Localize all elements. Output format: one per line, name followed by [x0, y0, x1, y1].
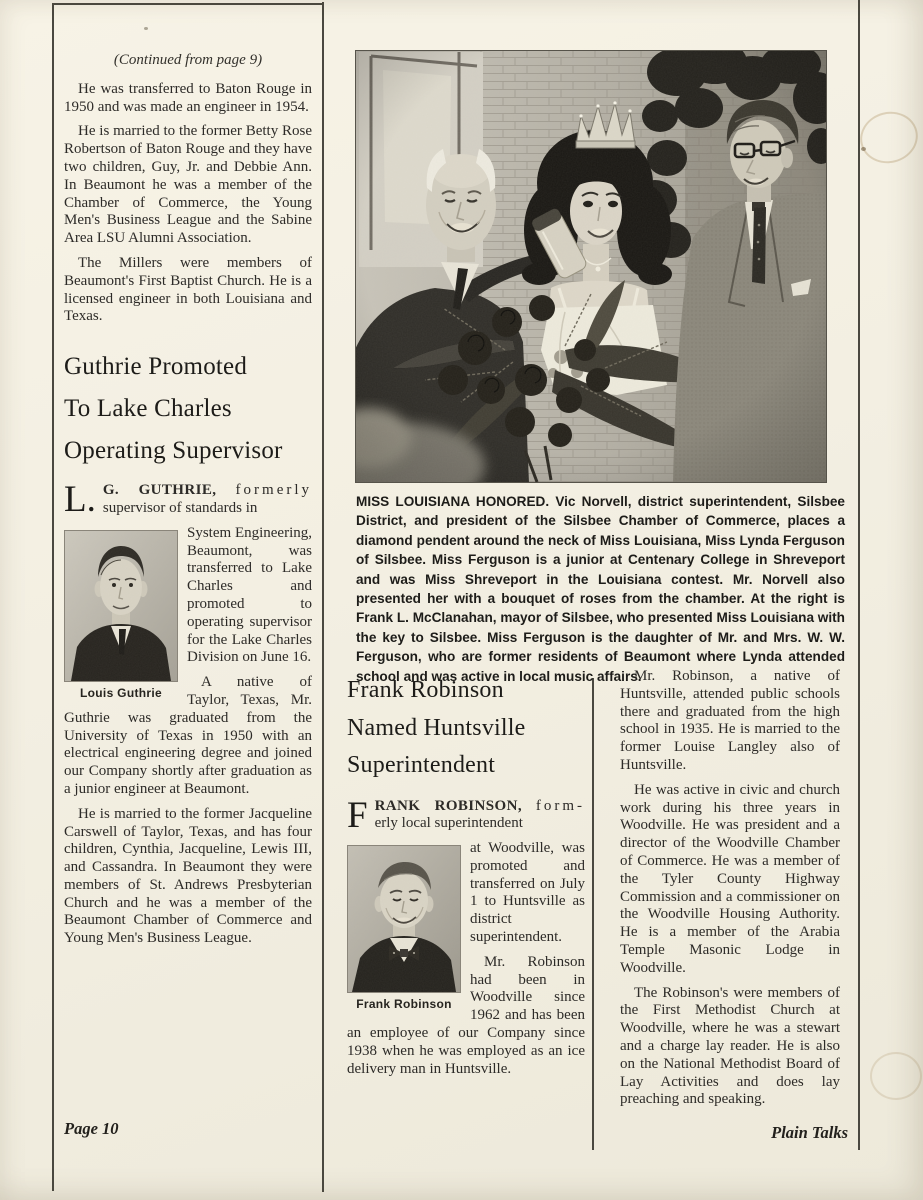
- headline-line: To Lake Charles: [64, 395, 232, 423]
- left-page-rule: [52, 3, 54, 1191]
- lead-name: RANK ROBINSON,: [374, 797, 522, 814]
- frank-robinson-photo-image: [347, 845, 461, 993]
- body-paragraph: The Millers were members of Beaumont's First Baptist Church. He is a licensed engineer in both Louisiana and Texas.: [64, 254, 312, 325]
- louis-guthrie-photo-image: [64, 530, 178, 682]
- body-paragraph: He was transferred to Baton Rouge in 1950 and was made an engineer in 1954.: [64, 80, 312, 115]
- body-paragraph: at Woodville, was promoted and transferred on July 1 to Huntsville as district superintendent.: [470, 840, 585, 946]
- publication-name: Plain Talks: [771, 1123, 848, 1142]
- guthrie-headline: [64, 346, 312, 472]
- right-column: [620, 668, 840, 1116]
- lead-rest: erly local superintendent: [374, 815, 523, 832]
- paper-speck: [144, 27, 148, 30]
- lead-rest: supervisor of standards in: [102, 499, 258, 516]
- lead-spaced-word: form-: [535, 797, 585, 814]
- photo-caption: Frank Robinson: [356, 997, 452, 1012]
- headline-line: Frank Robinson: [347, 677, 504, 703]
- dropcap-L: L.: [64, 479, 96, 521]
- body-paragraph: System Engineering, Beaumont, was transferred to Lake Charles and promoted to operating supervisor for the Lake Charles Division on June 16.: [187, 524, 312, 666]
- paper-stain: [855, 106, 923, 170]
- guthrie-article-flow: [64, 524, 312, 700]
- lead-name: G. GUTHRIE,: [102, 482, 217, 499]
- miss-louisiana-photo-image: [355, 50, 827, 483]
- continued-note: (Continued from page 9): [113, 52, 263, 68]
- photo-caption: Louis Guthrie: [80, 685, 162, 700]
- column-rule-2: [592, 678, 594, 1150]
- paper-stain: [870, 1052, 922, 1100]
- frank-robinson-photo: [347, 845, 461, 1011]
- headline-line: Superintendent: [347, 752, 496, 778]
- miss-louisiana-photo: [355, 50, 827, 483]
- right-page-rule: [858, 0, 860, 1150]
- body-paragraph: A native of Taylor, Texas, Mr. Guthrie was graduated from the University of Texas in 1950 with an electrical engineering degree and joined our Company shortly after graduation as a junior engineer at Beaumont.: [64, 674, 312, 797]
- top-rule: [52, 3, 323, 5]
- body-paragraph: He was active in civic and church work during his three years in Woodville. He was president and a director of the Woodville Chamber of Commerce. He was a member of the Tyler County Highway Commission and a commissioner on the Woodville Housing Authority. He is a member of the Arabia Temple Masonic Lodge in Woodville.: [620, 781, 840, 976]
- main-photo-caption: MISS LOUISIANA HONORED. Vic Norvell, district superintendent, Silsbee District, and president of the Silsbee Chamber of Commerce, places a diamond pendent around the neck of Miss Louisiana, Miss Lynda Ferguson of Silsbee. Miss Ferguson is a junior at Centenary College in Shreveport and was Miss Shreveport in the Louisiana contest. Mr. Norvell also presented her with a bouquet of roses from the chamber. At the right is Frank L. McClanahan, mayor of Silsbee, who presented Miss Louisiana with the key to Silsbee. Miss Ferguson is the daughter of Mr. and Mrs. W. W. Ferguson, who are former residents of Beaumont where Lynda attended school and was active in local music affairs.: [356, 494, 845, 684]
- headline-line: Guthrie Promoted: [64, 353, 248, 381]
- body-paragraph: The Robinson's were members of the First Methodist Church at Woodville, where he was a stewart and a charge lay reader. He is also on the National Methodist Board of Lay Activities and does lay preaching and speaking.: [620, 984, 840, 1108]
- headline-line: Operating Supervisor: [64, 437, 283, 465]
- left-column: [64, 52, 312, 955]
- louis-guthrie-photo: [64, 530, 178, 700]
- robinson-article-flow: [347, 840, 585, 1078]
- middle-column: [347, 672, 585, 1085]
- paper-speck: [861, 147, 866, 151]
- body-paragraph: He is married to the former Jacqueline Carswell of Taylor, Texas, and has four children, Cynthia, Jacqueline, Lewis III, and Cassandra. In Beaumont they were members of St. Andrews Presbyterian Church and he was a member of the Beaumont Chamber of Commerce and Young Men's Business League.: [64, 805, 312, 947]
- column-rule-1: [322, 2, 324, 1192]
- robinson-headline: [347, 672, 585, 785]
- dropcap-F: F: [347, 794, 368, 836]
- guthrie-lead: [64, 479, 313, 521]
- body-paragraph: Mr. Robinson had been in Woodville since 1962 and has been an employee of our Company since 1938 when he was employed as an ice delivery man in Huntsville.: [347, 953, 585, 1077]
- page-number: Page 10: [64, 1119, 119, 1138]
- headline-line: Named Huntsville: [347, 714, 526, 741]
- robinson-lead: [347, 794, 585, 836]
- lead-spaced-word: formerly: [235, 482, 313, 499]
- body-paragraph: Mr. Robinson, a native of Huntsville, attended public schools there and graduated from the high school in 1935. He is married to the former Louise Langley also of Huntsville.: [620, 668, 840, 773]
- body-paragraph: He is married to the former Betty Rose Robertson of Baton Rouge and they have two children, Guy, Jr. and Debbie Ann. In Beaumont he was a member of the Chamber of Commerce, the Young Men's Business League and the Sabine Area LSU Alumni Association.: [64, 123, 312, 247]
